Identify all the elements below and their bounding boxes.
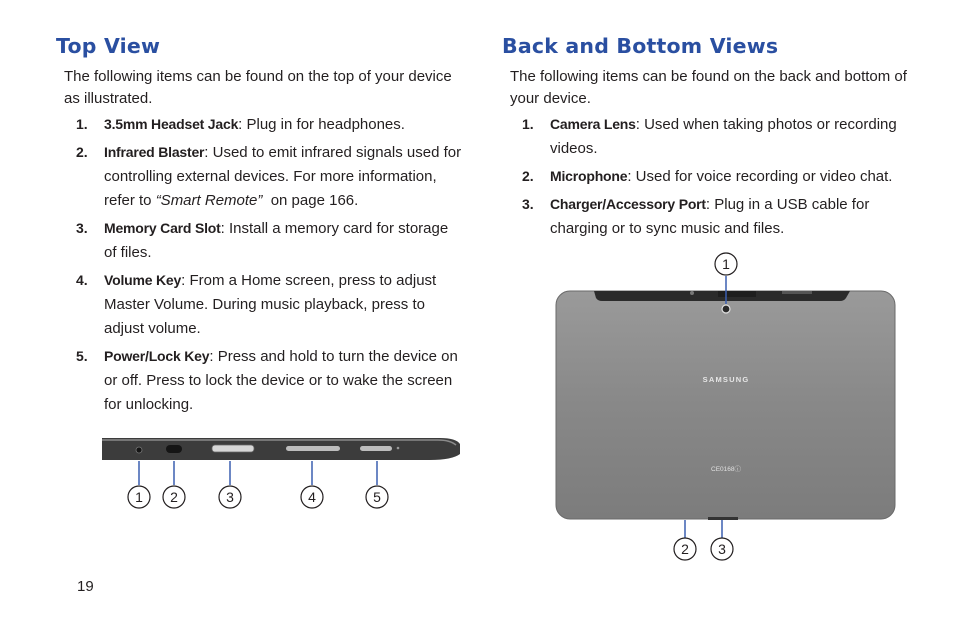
item-term: Microphone: [550, 168, 628, 184]
item-term: Power/Lock Key: [104, 348, 210, 364]
brand-logo: SAMSUNG: [702, 375, 750, 384]
callout-label: 2: [681, 541, 689, 557]
list-item: 5. Power/Lock Key: Press and hold to turn the device on or off. Press to lock the device or to wake the screen for unlocking.: [76, 348, 458, 413]
back-bottom-view-section: [502, 34, 912, 244]
item-term: Infrared Blaster: [104, 144, 205, 160]
list-item: 1. 3.5mm Headset Jack: Plug in for headphones.: [76, 116, 405, 133]
callout-label: 1: [722, 256, 730, 272]
list-item: 2. Microphone: Used for voice recording or video chat.: [522, 168, 893, 185]
callout-label: 3: [718, 541, 726, 557]
callout-label: 2: [170, 489, 178, 505]
back-view-list: [502, 112, 912, 241]
list-item: 2. Infrared Blaster: Used to emit infrared signals used for controlling external devices. For more information, refer to “Smart Remote” on page 166.: [76, 144, 462, 209]
list-item: 1. Camera Lens: Used when taking photos or recording videos.: [522, 116, 897, 157]
back-view-heading: Back and Bottom Views: [502, 34, 779, 58]
cross-reference-link[interactable]: “Smart Remote”: [155, 192, 263, 209]
back-view-intro: The following items can be found on the back and bottom of your device.: [510, 68, 907, 107]
callout-label: 5: [373, 489, 381, 505]
top-view-heading: Top View: [56, 34, 161, 58]
certification-mark: CE0168ⓘ: [711, 466, 741, 473]
top-view-section: [56, 34, 466, 420]
top-view-intro: The following items can be found on the top of your device as illustrated.: [64, 68, 452, 107]
device-back-view-illustration: [550, 248, 902, 568]
list-item: 4. Volume Key: From a Home screen, press to adjust Master Volume. During music playback, press to adjust volume.: [76, 272, 437, 337]
list-item: 3. Memory Card Slot: Install a memory card for storage of files.: [76, 220, 449, 261]
item-term: 3.5mm Headset Jack: [104, 116, 239, 132]
page-number: 19: [77, 578, 94, 595]
item-term: Volume Key: [104, 272, 182, 288]
item-term: Charger/Accessory Port: [550, 196, 706, 212]
callout-label: 3: [226, 489, 234, 505]
device-top-view-illustration: [100, 430, 465, 520]
callout-label: 4: [308, 489, 316, 505]
camera-lens: [722, 305, 730, 313]
callout-label: 1: [135, 489, 143, 505]
top-view-list: [56, 112, 466, 417]
list-item: 3. Charger/Accessory Port: Plug in a USB cable for charging or to sync music and files.: [522, 196, 870, 237]
item-term: Camera Lens: [550, 116, 636, 132]
item-term: Memory Card Slot: [104, 220, 221, 236]
